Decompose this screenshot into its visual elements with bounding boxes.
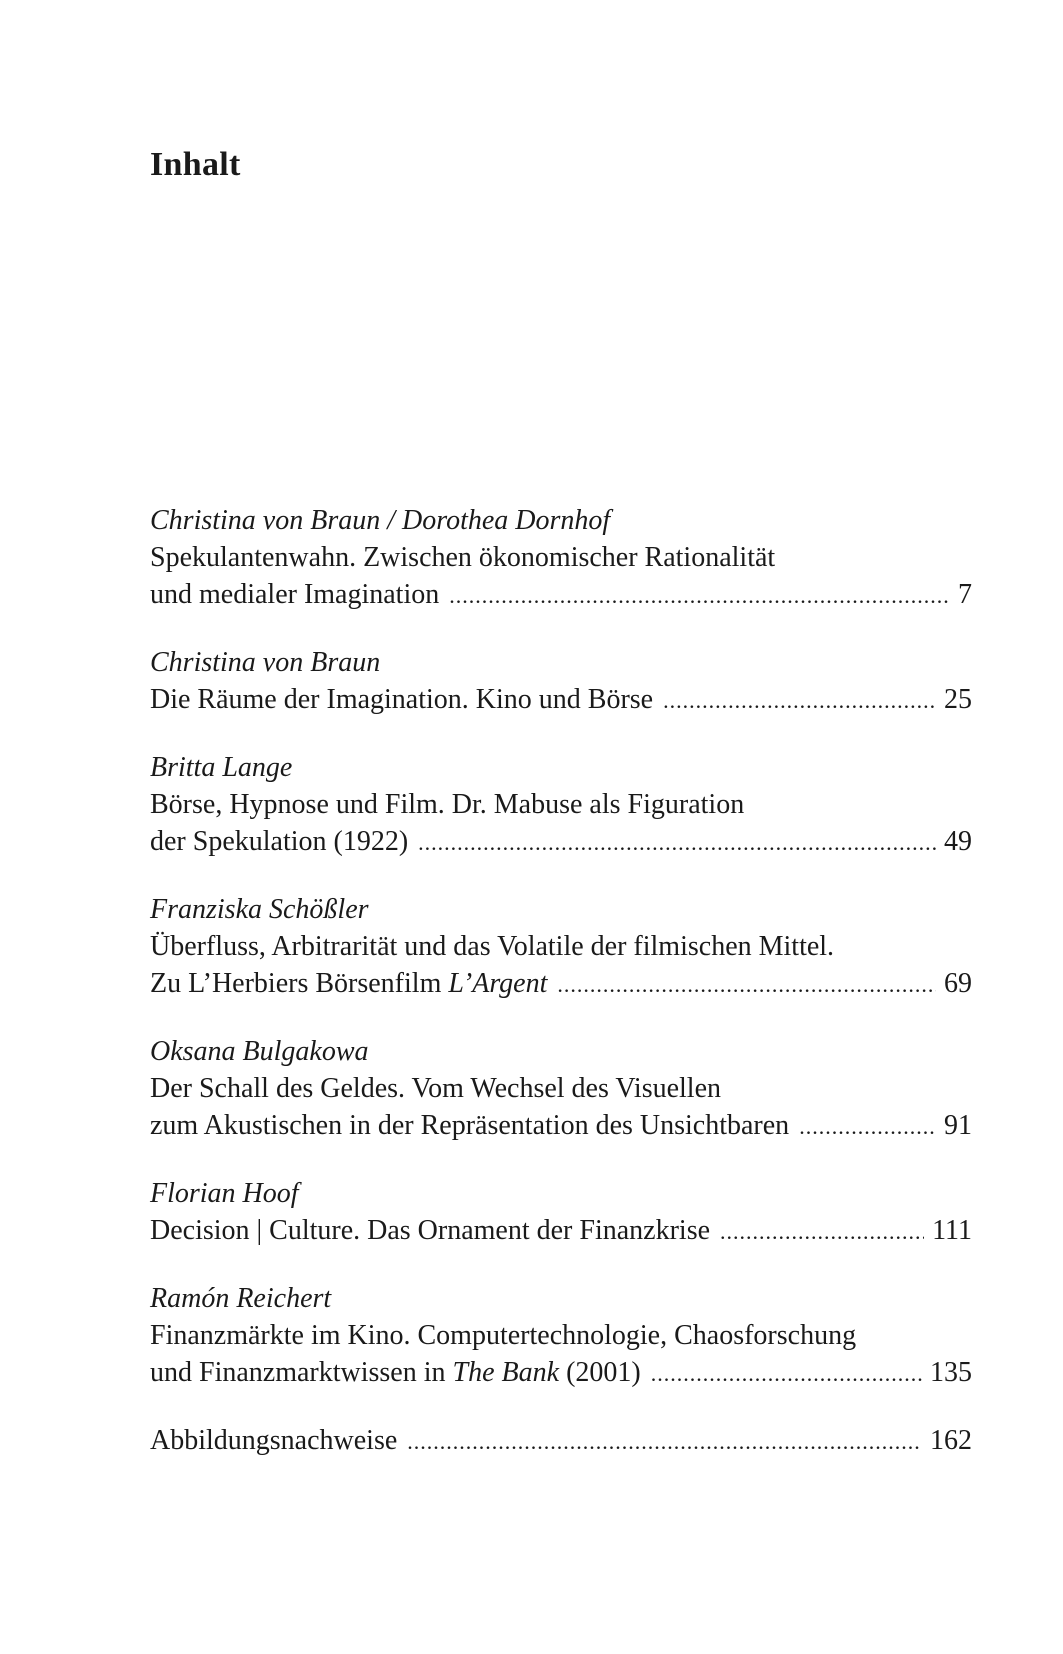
page-number: 25 [944, 684, 972, 715]
dot-leader [418, 824, 936, 861]
toc-entry-6 [150, 1175, 972, 1249]
toc-entry-7 [150, 1280, 972, 1391]
dot-leader [651, 1355, 922, 1392]
entry-title-text: Decision | Culture. Das Ornament der Finanzkrise [150, 1215, 711, 1246]
entry-title-text: Zu L’Herbiers Börsenfilm L’Argent [150, 968, 548, 999]
entry-title-last-line [150, 681, 972, 718]
table-of-contents [150, 502, 972, 1490]
entry-author: Franziska Schößler [150, 894, 369, 925]
page-number: 49 [944, 826, 972, 857]
entry-title-last-line [150, 1354, 972, 1391]
entry-title-text: und Finanzmarktwissen in The Bank (2001) [150, 1357, 641, 1388]
film-title: L’Argent [448, 968, 548, 999]
page-number: 69 [944, 968, 972, 999]
dot-leader [720, 1213, 924, 1250]
entry-title-line: Spekulantenwahn. Zwischen ökonomischer Rationalität [150, 542, 776, 573]
entry-title-last-line [150, 965, 972, 1002]
entry-title-last-line [150, 1212, 972, 1249]
toc-entry-3 [150, 749, 972, 860]
entry-author: Florian Hoof [150, 1178, 299, 1209]
entry-title-text: zum Akustischen in der Repräsentation des Unsichtbaren [150, 1110, 790, 1141]
toc-entry-2 [150, 644, 972, 718]
toc-entry-appendix [150, 1422, 972, 1459]
page-title: Inhalt [150, 146, 241, 183]
page-number: 162 [930, 1425, 972, 1456]
entry-title-line: Der Schall des Geldes. Vom Wechsel des Visuellen [150, 1073, 722, 1104]
entry-title-line: Überfluss, Arbitrarität und das Volatile der filmischen Mittel. [150, 931, 835, 962]
page-number: 7 [958, 579, 972, 610]
entry-title-last-line [150, 823, 972, 860]
film-title: The Bank [452, 1357, 560, 1388]
appendix-label: Abbildungsnachweise [150, 1425, 398, 1456]
toc-entry-1 [150, 502, 972, 613]
page-number: 111 [932, 1215, 972, 1246]
entry-author: Ramón Reichert [150, 1283, 332, 1314]
entry-title-text: Die Räume der Imagination. Kino und Börse [150, 684, 654, 715]
entry-title-text: und medialer Imagination [150, 579, 440, 610]
page-number: 91 [944, 1110, 972, 1141]
entry-title-last-line [150, 576, 972, 613]
entry-author: Christina von Braun / Dorothea Dornhof [150, 505, 611, 536]
dot-leader [799, 1108, 936, 1145]
appendix-line [150, 1422, 972, 1459]
dot-leader [557, 966, 936, 1003]
dot-leader [407, 1423, 922, 1460]
entry-title-text: der Spekulation (1922) [150, 826, 409, 857]
entry-author: Christina von Braun [150, 647, 381, 678]
toc-entry-5 [150, 1033, 972, 1144]
toc-entry-4 [150, 891, 972, 1002]
dot-leader [663, 682, 936, 719]
entry-title-line: Finanzmärkte im Kino. Computertechnologie, Chaosforschung [150, 1320, 857, 1351]
entry-author: Oksana Bulgakowa [150, 1036, 369, 1067]
entry-title-last-line [150, 1107, 972, 1144]
page-number: 135 [930, 1357, 972, 1388]
dot-leader [449, 577, 950, 614]
entry-author: Britta Lange [150, 752, 293, 783]
entry-title-line: Börse, Hypnose und Film. Dr. Mabuse als Figuration [150, 789, 745, 820]
